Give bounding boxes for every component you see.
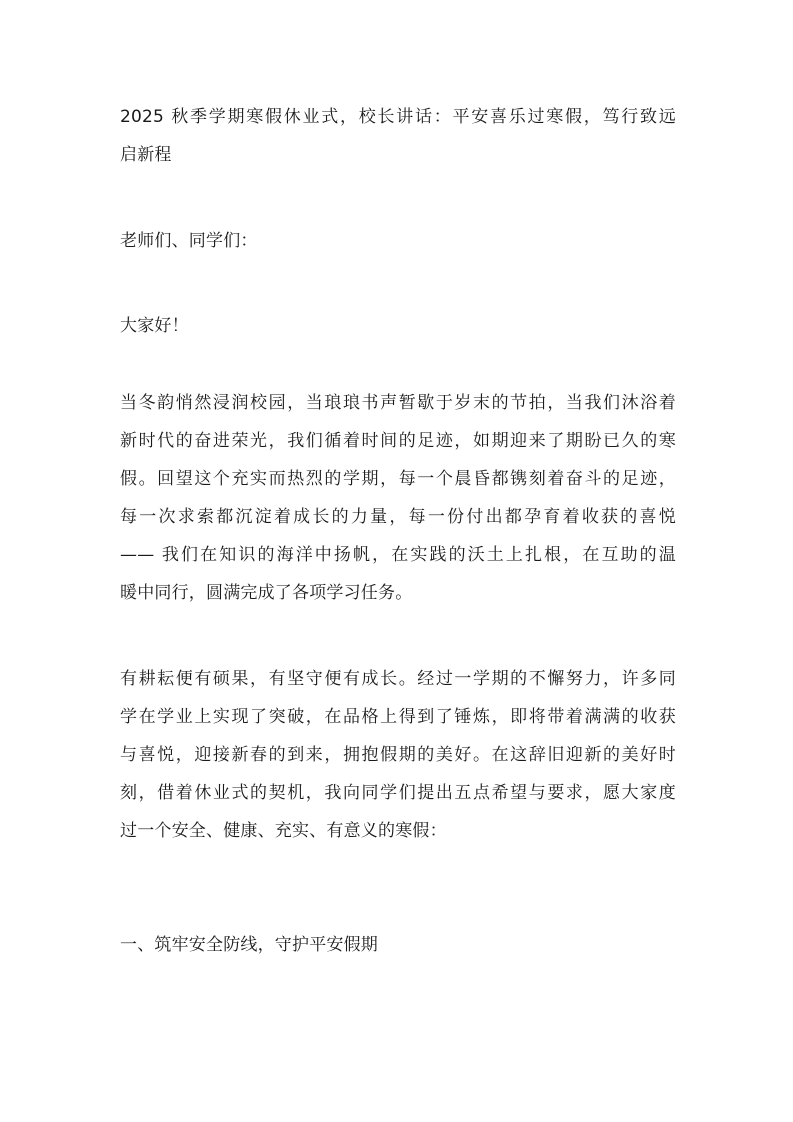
paragraph-line: 过一个安全、健康、充实、有意义的寒假： — [120, 821, 447, 841]
title-line: 2025 秋季学期寒假休业式，校长讲话：平安喜乐过寒假，笃行致远 — [120, 107, 676, 127]
title-line: 启新程 — [120, 145, 172, 165]
greeting-line — [120, 307, 676, 345]
paragraph-line: 当冬韵悄然浸润校园，当琅琅书声暂歇于岁末的节拍，当我们沐浴着 — [120, 393, 676, 413]
paragraph-intro — [120, 384, 676, 612]
paragraph-line: —— 我们在知识的海洋中扬帆，在实践的沃土上扎根，在互助的温 — [120, 545, 676, 565]
section-heading — [120, 926, 676, 964]
paragraph-line: 刻，借着休业式的契机，我向同学们提出五点希望与要求，愿大家度 — [120, 783, 676, 803]
greeting-text: 大家好！ — [120, 316, 189, 336]
paragraph-line: 有耕耘便有硕果，有坚守便有成长。经过一学期的不懈努力，许多同 — [120, 669, 676, 689]
paragraph-hopes — [120, 660, 676, 850]
salutation — [120, 222, 676, 260]
salutation-text: 老师们、同学们： — [120, 231, 258, 251]
section-heading-text: 一、筑牢安全防线，守护平安假期 — [120, 935, 378, 955]
paragraph-line: 学在学业上实现了突破，在品格上得到了锤炼，即将带着满满的收获 — [120, 707, 676, 727]
paragraph-line: 新时代的奋进荣光，我们循着时间的足迹，如期迎来了期盼已久的寒 — [120, 431, 676, 451]
paragraph-line: 假。回望这个充实而热烈的学期，每一个晨昏都镌刻着奋斗的足迹， — [120, 469, 676, 489]
document-title — [120, 98, 676, 174]
paragraph-line: 暖中同行，圆满完成了各项学习任务。 — [120, 583, 413, 603]
paragraph-line: 每一次求索都沉淀着成长的力量，每一份付出都孕育着收获的喜悦 — [120, 507, 676, 527]
paragraph-line: 与喜悦，迎接新春的到来，拥抱假期的美好。在这辞旧迎新的美好时 — [120, 745, 676, 765]
